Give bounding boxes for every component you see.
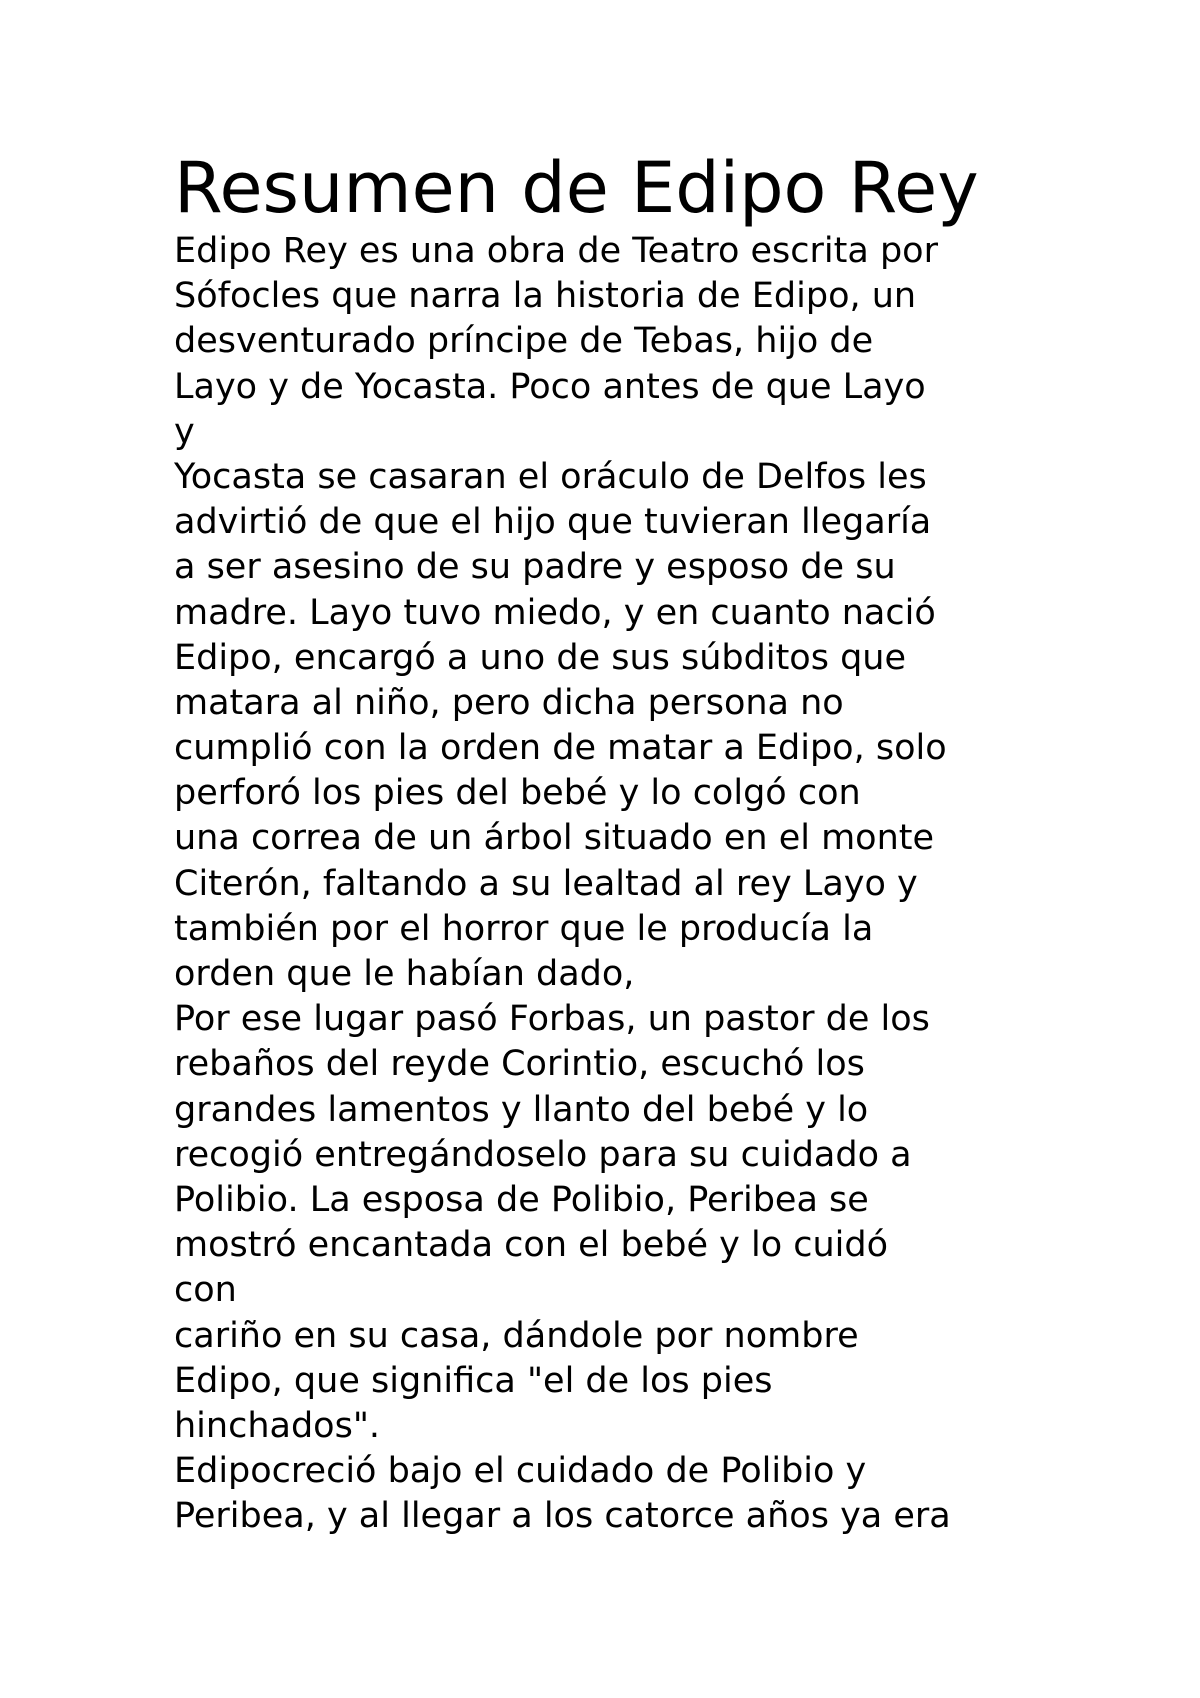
body-line: hinchados". <box>174 1405 381 1446</box>
body-line: Polibio. La esposa de Polibio, Peribea se <box>174 1179 869 1220</box>
body-line: recogió entregándoselo para su cuidado a <box>174 1134 912 1175</box>
body-line: madre. Layo tuvo miedo, y en cuanto nació <box>174 592 936 633</box>
body-line: con <box>174 1270 237 1311</box>
body-line: matara al niño, pero dicha persona no <box>174 682 844 723</box>
document-body <box>174 229 951 1539</box>
body-line: advirtió de que el hijo que tuvieran llegaría <box>174 502 932 543</box>
body-line: Edipo Rey es una obra de Teatro escrita por <box>174 231 938 271</box>
body-line: Edipocreció bajo el cuidado de Polibio y <box>174 1451 867 1492</box>
body-line: y <box>174 411 195 452</box>
body-line: Edipo, que significa "el de los pies <box>174 1360 773 1401</box>
body-line: orden que le habían dado, <box>174 954 635 994</box>
body-line: Citerón, faltando a su lealtad al rey Layo y <box>174 863 918 904</box>
body-line: cariño en su casa, dándole por nombre <box>174 1315 859 1356</box>
body-line: a ser asesino de su padre y esposo de su <box>174 547 896 588</box>
body-line: mostró encantada con el bebé y lo cuidó <box>174 1225 889 1266</box>
body-line: Sófocles que narra la historia de Edipo, un <box>174 276 917 317</box>
body-line: perforó los pies del bebé y lo colgó con <box>174 773 861 814</box>
body-line: Edipo, encargó a uno de sus súbditos que <box>174 637 907 678</box>
body-line: Peribea, y al llegar a los catorce años ya era <box>174 1496 951 1537</box>
document-title: Resumen de Edipo Rey <box>174 147 979 229</box>
body-line: Layo y de Yocasta. Poco antes de que Layo <box>174 366 926 407</box>
body-line: Yocasta se casaran el oráculo de Delfos les <box>174 456 927 497</box>
body-line: rebaños del reyde Corintio, escuchó los <box>174 1044 865 1085</box>
body-line: Por ese lugar pasó Forbas, un pastor de los <box>174 999 930 1040</box>
body-line: también por el horror que le producía la <box>174 908 874 949</box>
body-line: cumplió con la orden de matar a Edipo, solo <box>174 728 947 769</box>
body-line: grandes lamentos y llanto del bebé y lo <box>174 1089 869 1130</box>
body-line: desventurado príncipe de Tebas, hijo de <box>174 321 874 362</box>
body-line: una correa de un árbol situado en el monte <box>174 818 935 859</box>
